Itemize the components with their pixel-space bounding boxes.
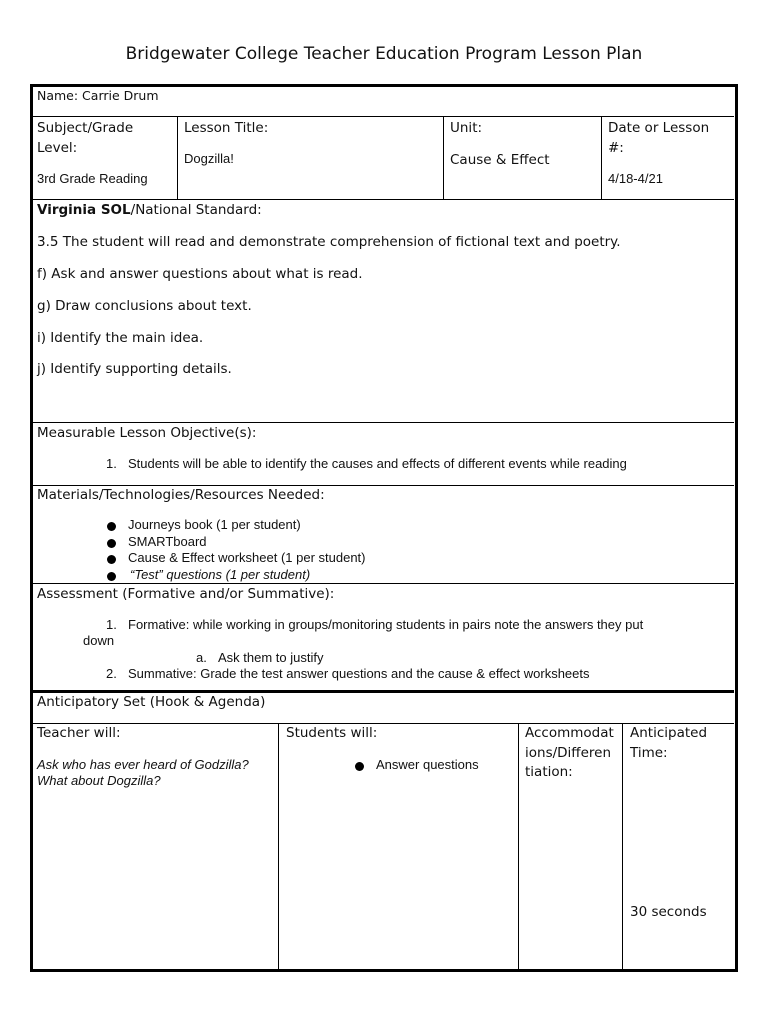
date-value: 4/18-4/21: [608, 171, 663, 186]
accommodations-label: tiation:: [525, 764, 573, 780]
standard-item: g) Draw conclusions about text.: [37, 298, 252, 314]
objective-text: Students will be able to identify the causes and effects of different events while reading: [128, 456, 627, 471]
anticipated-time-label: Time:: [630, 745, 668, 761]
subject-label-line1: Subject/Grade: [37, 120, 134, 136]
standard-item: 3.5 The student will read and demonstrate comprehension of fictional text and poetry.: [37, 234, 621, 250]
teacher-will-text: What about Dogzilla?: [37, 773, 161, 788]
material-item: “Test” questions (1 per student): [130, 567, 311, 582]
objectives-label: Measurable Lesson Objective(s):: [37, 425, 257, 441]
teacher-will-label: Teacher will:: [37, 725, 121, 741]
assessment-subitem-text: Ask them to justify: [218, 650, 324, 665]
row-divider-anticipatory: [31, 723, 734, 724]
assessment-subitem-letter: a.: [196, 650, 207, 665]
bullet-icon: [107, 522, 116, 531]
materials-label: Materials/Technologies/Resources Needed:: [37, 487, 325, 503]
accommodations-label: Accommodat: [525, 725, 614, 741]
anticipated-time-value: 30 seconds: [630, 904, 707, 920]
subject-value: 3rd Grade Reading: [37, 171, 148, 186]
unit-value: Cause & Effect: [450, 152, 550, 168]
name-label: Name: Carrie Drum: [37, 88, 159, 103]
lesson-title-label: Lesson Title:: [184, 120, 269, 136]
standards-label-bold: Virginia SOL: [37, 202, 131, 218]
material-item: SMARTboard: [128, 534, 207, 549]
material-item: Journeys book (1 per student): [128, 517, 301, 532]
standards-label-rest: /National Standard:: [130, 202, 262, 218]
bullet-icon: [107, 555, 116, 564]
col-divider-lesson: [443, 116, 444, 200]
date-label-line2: #:: [608, 140, 624, 156]
assessment-summative-text: Summative: Grade the test answer questions and the cause & effect worksheets: [128, 666, 590, 681]
col-divider-teacher: [278, 723, 279, 969]
accommodations-label: ions/Differen: [525, 745, 612, 761]
assessment-formative-text: Formative: while working in groups/monitoring students in pairs note the answers they put: [128, 617, 644, 632]
standards-label: [37, 200, 262, 220]
document-title: Bridgewater College Teacher Education Program Lesson Plan: [125, 44, 643, 64]
assessment-item-number: 1.: [106, 617, 117, 632]
teacher-will-text: Ask who has ever heard of Godzilla?: [37, 757, 249, 772]
col-divider-students: [518, 723, 519, 969]
anticipated-time-label: Anticipated: [630, 725, 708, 741]
bullet-icon: [107, 572, 116, 581]
material-item: Cause & Effect worksheet (1 per student): [128, 550, 366, 565]
subject-label-line2: Level:: [37, 140, 78, 156]
assessment-label: Assessment (Formative and/or Summative):: [37, 586, 335, 602]
col-divider-unit: [601, 116, 602, 200]
standard-item: f) Ask and answer questions about what is read.: [37, 266, 363, 282]
assessment-item-number: 2.: [106, 666, 117, 681]
row-divider-name: [31, 116, 734, 117]
col-divider-accommodations: [622, 723, 623, 969]
assessment-formative-text-cont: down: [83, 633, 115, 648]
bullet-icon: [107, 539, 116, 548]
standard-item: i) Identify the main idea.: [37, 330, 204, 346]
col-divider-subject: [177, 116, 178, 200]
standard-item: j) Identify supporting details.: [37, 361, 232, 377]
lesson-title-value: Dogzilla!: [184, 151, 234, 166]
unit-label: Unit:: [450, 120, 483, 136]
objective-number: 1.: [106, 456, 117, 471]
date-label-line1: Date or Lesson: [608, 120, 710, 136]
students-will-label: Students will:: [286, 725, 378, 741]
bullet-icon: [355, 762, 364, 771]
students-will-item: Answer questions: [376, 757, 479, 772]
anticipatory-label: Anticipatory Set (Hook & Agenda): [37, 694, 266, 710]
